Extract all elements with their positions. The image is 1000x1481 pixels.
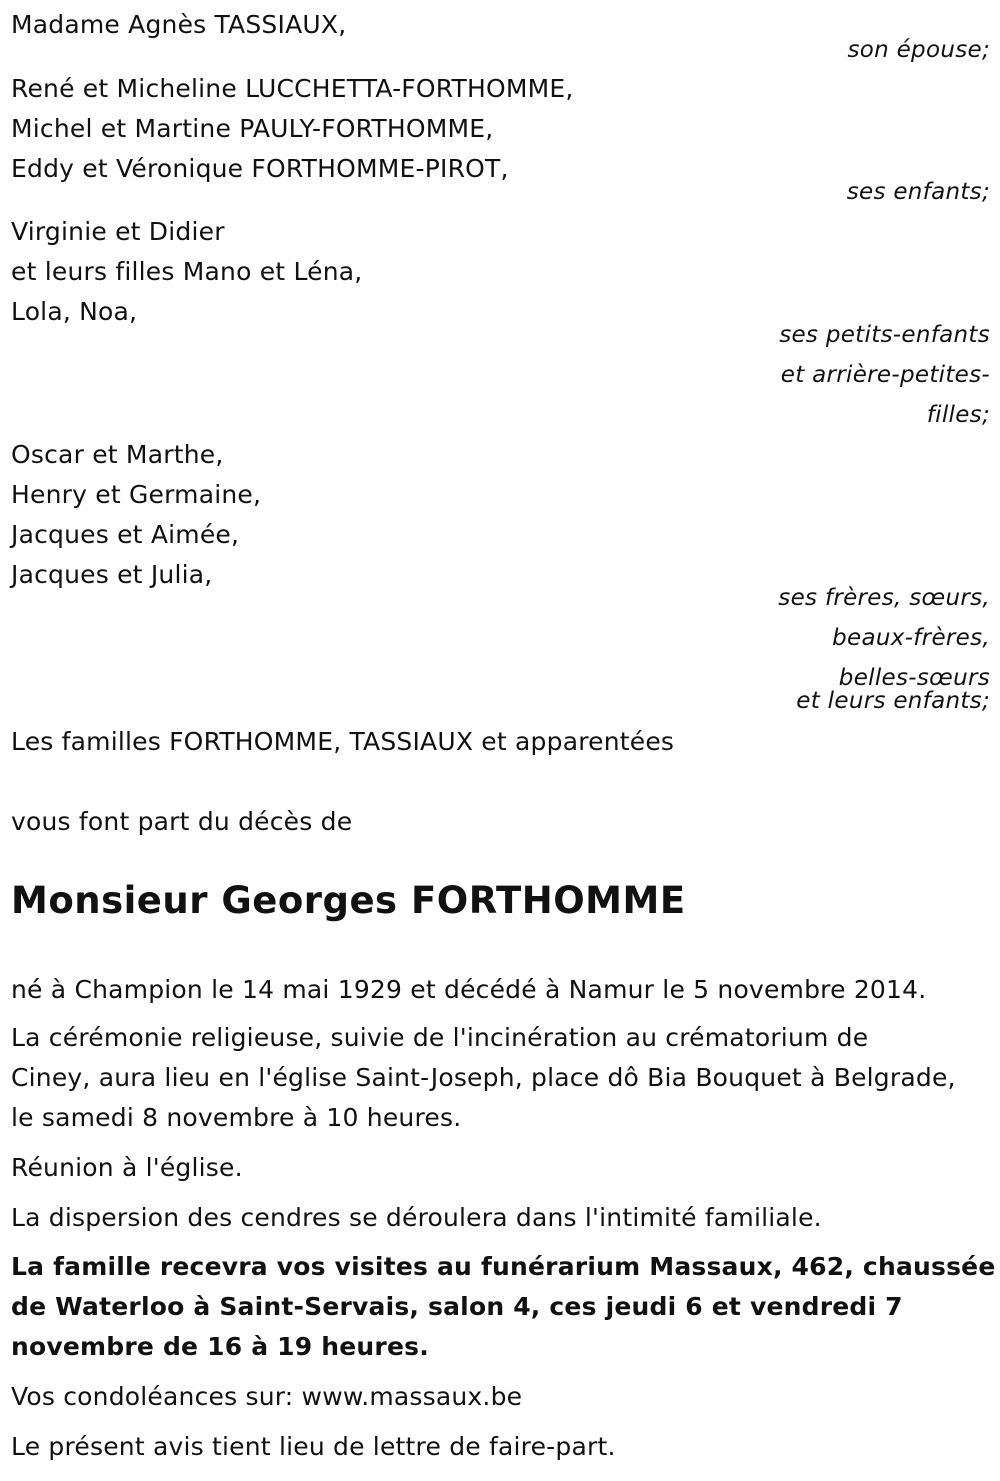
child-name: René et Micheline LUCCHETTA-FORTHOMME, [11, 74, 574, 103]
child-name: Michel et Martine PAULY-FORTHOMME, [11, 114, 494, 143]
child-name: Eddy et Véronique FORTHOMME-PIROT, [11, 154, 509, 183]
grandchildren-role-line: filles; [926, 402, 990, 428]
sibling-name: Jacques et Julia, [11, 560, 213, 589]
siblings-role-line: et leurs enfants; [796, 688, 990, 714]
spouse-role: son épouse; [847, 37, 990, 63]
sibling-name: Jacques et Aimée, [11, 520, 240, 549]
ceremony-line: le samedi 8 novembre à 10 heures. [11, 1103, 462, 1132]
grandchild-name: Lola, Noa, [11, 297, 138, 326]
visits-line: de Waterloo à Saint-Servais, salon 4, ces jeudi 6 et vendredi 7 [11, 1292, 903, 1321]
grandchildren-role-line: ses petits-enfants [779, 322, 990, 348]
sibling-name: Oscar et Marthe, [11, 440, 224, 469]
deceased-name: Monsieur Georges FORTHOMME [11, 879, 686, 922]
ceremony-line: La cérémonie religieuse, suivie de l'incinération au crématorium de [11, 1023, 869, 1052]
condolences-line: Vos condoléances sur: www.massaux.be [11, 1382, 523, 1411]
siblings-role-line: beaux-frères, [832, 625, 990, 651]
grandchild-name: et leurs filles Mano et Léna, [11, 257, 363, 286]
birth-death-line: né à Champion le 14 mai 1929 et décédé à Namur le 5 novembre 2014. [11, 975, 927, 1004]
families-line: Les familles FORTHOMME, TASSIAUX et apparentées [11, 727, 675, 756]
siblings-role-line: belles-sœurs [838, 665, 990, 691]
sibling-name: Henry et Germaine, [11, 480, 262, 509]
grandchild-name: Virginie et Didier [11, 217, 225, 246]
meeting-line: Réunion à l'église. [11, 1153, 243, 1182]
visits-line: novembre de 16 à 19 heures. [11, 1332, 429, 1361]
visits-line: La famille recevra vos visites au funérarium Massaux, 462, chaussée [11, 1252, 996, 1281]
announcement-line: vous font part du décès de [11, 807, 353, 836]
notice-line: Le présent avis tient lieu de lettre de faire-part. [11, 1432, 616, 1461]
grandchildren-role-line: et arrière-petites- [780, 362, 990, 388]
spouse-name: Madame Agnès TASSIAUX, [11, 10, 347, 39]
ceremony-line: Ciney, aura lieu en l'église Saint-Joseph, place dô Bia Bouquet à Belgrade, [11, 1063, 956, 1092]
ashes-line: La dispersion des cendres se déroulera dans l'intimité familiale. [11, 1203, 822, 1232]
siblings-role-line: ses frères, sœurs, [778, 585, 990, 611]
children-role: ses enfants; [846, 179, 990, 205]
